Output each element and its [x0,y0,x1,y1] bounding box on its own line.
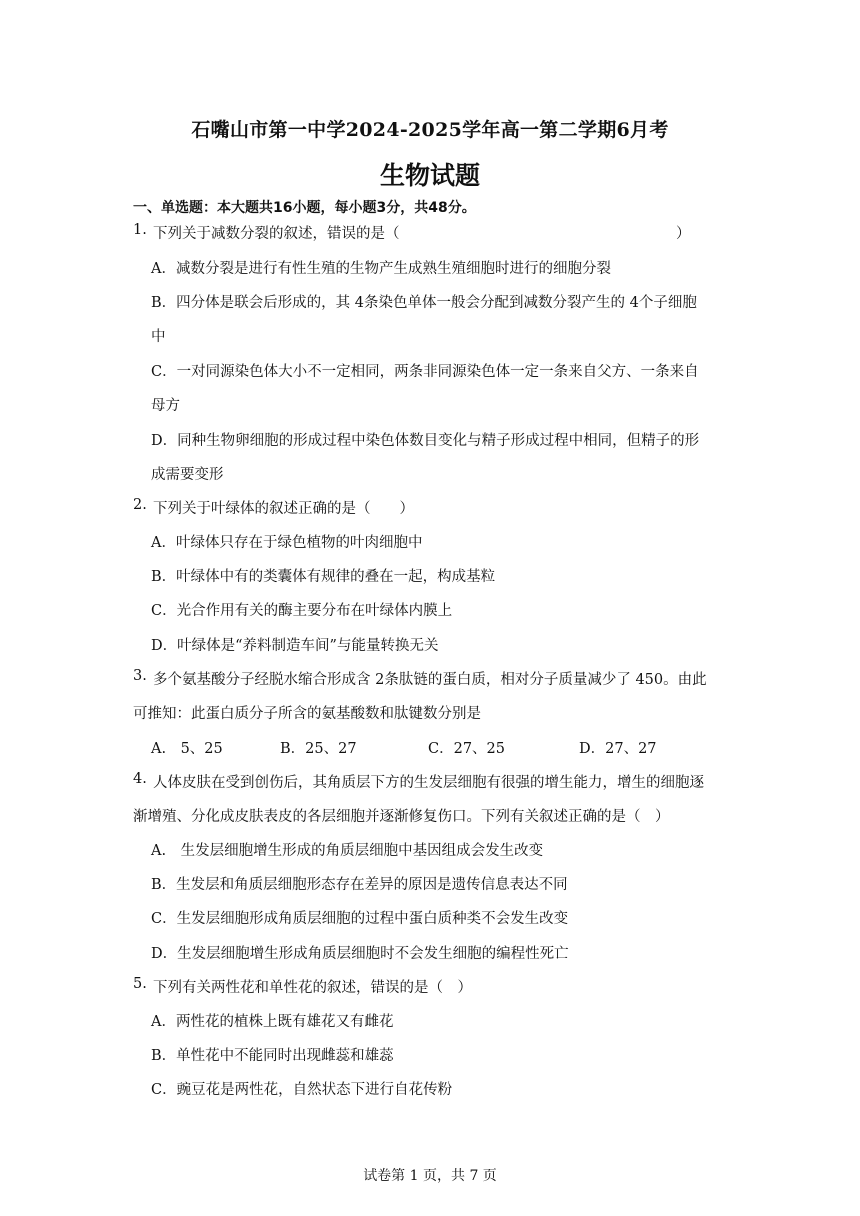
question-3-option-b: B．25、27 [280,741,357,757]
question-5-stem: 下列有关两性花和单性花的叙述，错误的是（ ） [153,980,472,996]
question-1-option-d-cont: 成需要变形 [151,467,224,483]
page-footer: 试卷第 1 页，共 7 页 [363,1168,497,1184]
question-1-stem: 下列关于减数分裂的叙述，错误的是（ [153,226,400,242]
question-5-number: 5. [133,976,147,992]
question-3-number: 3. [133,668,147,684]
question-2-option-a: A．叶绿体只存在于绿色植物的叶肉细胞中 [151,535,423,551]
question-4-stem: 人体皮肤在受到创伤后，其角质层下方的生发层细胞有很强的增生能力，增生的细胞逐 [153,775,704,791]
question-2-option-c: C．光合作用有关的酶主要分布在叶绿体内膜上 [151,603,453,619]
question-1-option-c-cont: 母方 [151,398,180,414]
question-4-number: 4. [133,771,147,787]
question-5-option-b: B．单性花中不能同时出现雌蕊和雄蕊 [151,1048,394,1064]
exam-title: 石嘴山市第一中学2024-2025学年高一第二学期6月考 [191,119,669,141]
question-1-option-d: D．同种生物卵细胞的形成过程中染色体数目变化与精子形成过程中相同，但精子的形 [151,433,700,449]
question-1-option-b: B．四分体是联会后形成的，其 4条染色单体一般会分配到减数分裂产生的 4个子细胞 [151,295,697,311]
question-4-option-c: C．生发层细胞形成角质层细胞的过程中蛋白质种类不会发生改变 [151,911,569,927]
question-1-option-b-cont: 中 [151,329,166,345]
question-4-option-a: A. 生发层细胞增生形成的角质层细胞中基因组成会发生改变 [151,843,544,859]
question-2-number: 2. [133,497,147,513]
question-5-option-c: C．豌豆花是两性花，自然状态下进行自花传粉 [151,1082,453,1098]
question-3-stem-cont: 可推知：此蛋白质分子所含的氨基酸数和肽键数分别是 [133,706,481,722]
question-1-number: 1. [133,222,147,238]
question-2-option-b: B．叶绿体中有的类囊体有规律的叠在一起，构成基粒 [151,569,496,585]
exam-subtitle: 生物试题 [379,161,480,190]
question-4-stem-cont: 渐增殖、分化成皮肤表皮的各层细胞并逐渐修复伤口。下列有关叙述正确的是（ ） [133,809,670,825]
question-4-option-b: B．生发层和角质层细胞形态存在差异的原因是遗传信息表达不同 [151,877,568,893]
question-1-stem-end: ） [676,226,691,242]
section-heading: 一、单选题：本大题共16小题，每小题3分，共48分。 [133,200,476,216]
question-3-option-a: A. 5、25 [151,741,223,757]
question-3-option-c: C．27、25 [428,741,505,757]
question-3-stem: 多个氨基酸分子经脱水缩合形成含 2条肽链的蛋白质，相对分子质量减少了 450。由此 [153,672,707,688]
question-5-option-a: A．两性花的植株上既有雄花又有雌花 [151,1014,394,1030]
question-3-option-d: D．27、27 [579,741,657,757]
question-1-option-c: C．一对同源染色体大小不一定相同，两条非同源染色体一定一条来自父方、一条来自 [151,364,699,380]
question-1-option-a: A．减数分裂是进行有性生殖的生物产生成熟生殖细胞时进行的细胞分裂 [151,261,611,277]
question-2-option-d: D．叶绿体是“养料制造车间”与能量转换无关 [151,638,439,654]
question-4-option-d: D．生发层细胞增生形成角质层细胞时不会发生细胞的编程性死亡 [151,946,569,962]
question-2-stem: 下列关于叶绿体的叙述正确的是（ ） [153,501,414,517]
